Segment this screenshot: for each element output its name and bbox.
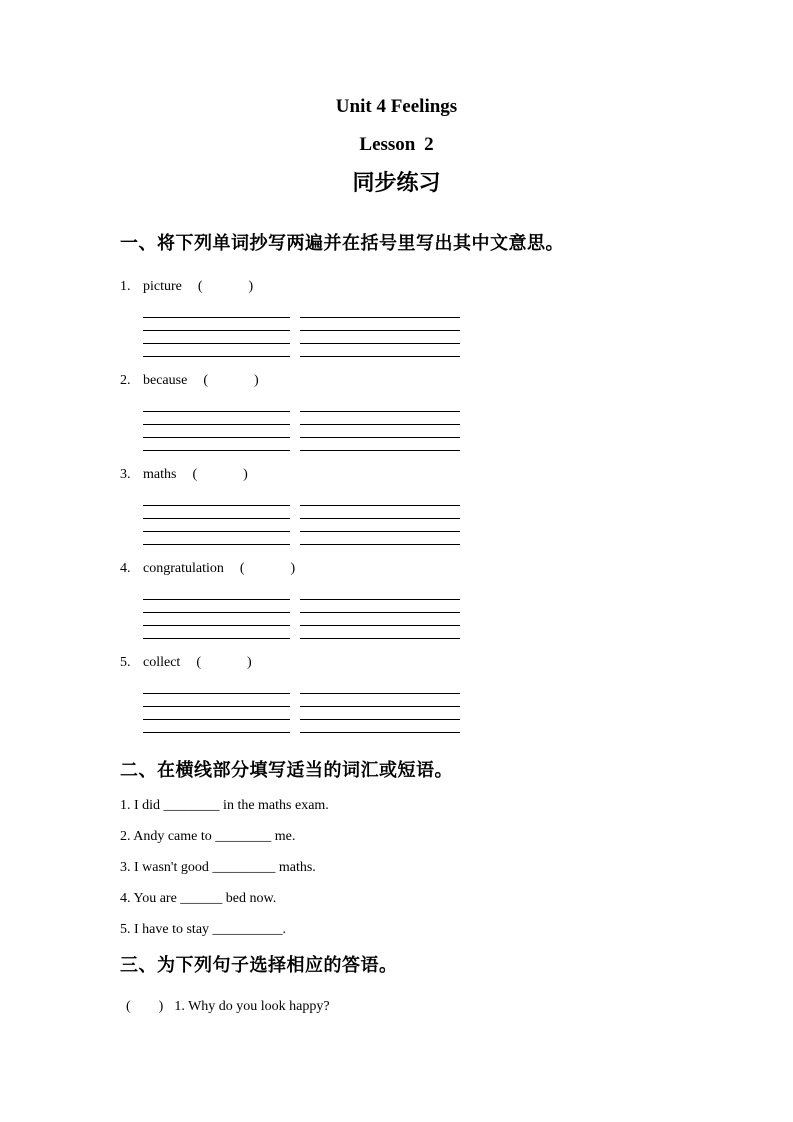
writing-line xyxy=(300,681,460,694)
writing-line xyxy=(143,694,290,707)
handwriting-grids xyxy=(143,493,793,545)
word-text: collect xyxy=(143,655,181,670)
meaning-brackets: ( ) xyxy=(196,655,253,670)
writing-line xyxy=(143,532,290,545)
word-text: congratulation xyxy=(143,561,224,576)
handwriting-grid-first xyxy=(143,587,290,639)
handwriting-grids xyxy=(143,305,793,357)
word-text: maths xyxy=(143,467,177,482)
handwriting-grid-first xyxy=(143,305,290,357)
word-text: picture xyxy=(143,279,182,294)
answer-brackets: ( ) xyxy=(126,999,165,1014)
word-item-because xyxy=(120,372,793,451)
handwriting-grid-first xyxy=(143,399,290,451)
section-three-heading: 三、为下列句子选择相应的答语。 xyxy=(120,955,398,975)
writing-line xyxy=(143,412,290,425)
word-label xyxy=(120,466,793,484)
writing-line xyxy=(143,600,290,613)
word-number: 2. xyxy=(120,373,131,388)
writing-line xyxy=(300,506,460,519)
writing-line xyxy=(300,318,460,331)
writing-line xyxy=(143,613,290,626)
word-number: 5. xyxy=(120,655,131,670)
word-number: 3. xyxy=(120,467,131,482)
writing-line xyxy=(300,720,460,733)
writing-line xyxy=(143,305,290,318)
fill-blank-sentence-3: 3. I wasn't good _________ maths. xyxy=(120,860,316,875)
writing-line xyxy=(300,587,460,600)
word-item-maths xyxy=(120,466,793,545)
writing-line xyxy=(143,344,290,357)
section-one-heading: 一、将下列单词抄写两遍并在括号里写出其中文意思。 xyxy=(120,233,564,253)
writing-line xyxy=(143,331,290,344)
writing-line xyxy=(300,626,460,639)
meaning-brackets: ( ) xyxy=(197,279,255,294)
handwriting-grid-second xyxy=(300,305,460,357)
word-label xyxy=(120,654,793,672)
word-label xyxy=(120,278,793,296)
unit-title: Unit 4 Feelings xyxy=(335,96,458,117)
word-copy-list xyxy=(0,278,793,733)
fill-blank-sentence-5: 5. I have to stay __________. xyxy=(120,922,287,937)
writing-line xyxy=(143,681,290,694)
handwriting-grid-second xyxy=(300,681,460,733)
fill-blank-sentence-4: 4. You are ______ bed now. xyxy=(120,891,277,906)
writing-line xyxy=(143,438,290,451)
writing-line xyxy=(143,720,290,733)
writing-line xyxy=(143,707,290,720)
writing-line xyxy=(300,425,460,438)
writing-line xyxy=(300,600,460,613)
handwriting-grid-second xyxy=(300,493,460,545)
word-item-picture xyxy=(120,278,793,357)
handwriting-grids xyxy=(143,399,793,451)
handwriting-grids xyxy=(143,681,793,733)
writing-line xyxy=(300,694,460,707)
writing-line xyxy=(300,399,460,412)
writing-line xyxy=(143,626,290,639)
writing-line xyxy=(300,344,460,357)
meaning-brackets: ( ) xyxy=(192,467,249,482)
word-item-congratulation xyxy=(120,560,793,639)
writing-line xyxy=(300,532,460,545)
fill-blank-list xyxy=(0,798,793,938)
writing-line xyxy=(300,613,460,626)
writing-line xyxy=(300,305,460,318)
writing-line xyxy=(143,399,290,412)
handwriting-grids xyxy=(143,587,793,639)
writing-line xyxy=(143,318,290,331)
handwriting-grid-second xyxy=(300,399,460,451)
meaning-brackets: ( ) xyxy=(203,373,260,388)
fill-blank-sentence-1: 1. I did ________ in the maths exam. xyxy=(120,798,329,813)
word-text: because xyxy=(143,373,188,388)
fill-blank-sentence-2: 2. Andy came to ________ me. xyxy=(120,829,296,844)
writing-line xyxy=(143,587,290,600)
writing-line xyxy=(300,331,460,344)
writing-line xyxy=(300,519,460,532)
lesson-title: Lesson 2 xyxy=(359,134,434,155)
writing-line xyxy=(300,438,460,451)
exercise-title: 同步练习 xyxy=(352,170,441,195)
handwriting-grid-second xyxy=(300,587,460,639)
writing-line xyxy=(143,425,290,438)
word-label xyxy=(120,372,793,390)
answer-choice-item-1 xyxy=(126,999,793,1015)
writing-line xyxy=(143,519,290,532)
handwriting-grid-first xyxy=(143,493,290,545)
writing-line xyxy=(300,412,460,425)
writing-line xyxy=(143,506,290,519)
handwriting-grid-first xyxy=(143,681,290,733)
word-number: 4. xyxy=(120,561,131,576)
word-label xyxy=(120,560,793,578)
writing-line xyxy=(143,493,290,506)
word-item-collect xyxy=(120,654,793,733)
meaning-brackets: ( ) xyxy=(239,561,297,576)
answer-question: 1. Why do you look happy? xyxy=(174,999,330,1014)
word-number: 1. xyxy=(120,279,131,294)
writing-line xyxy=(300,707,460,720)
writing-line xyxy=(300,493,460,506)
section-two-heading: 二、在横线部分填写适当的词汇或短语。 xyxy=(120,760,453,780)
